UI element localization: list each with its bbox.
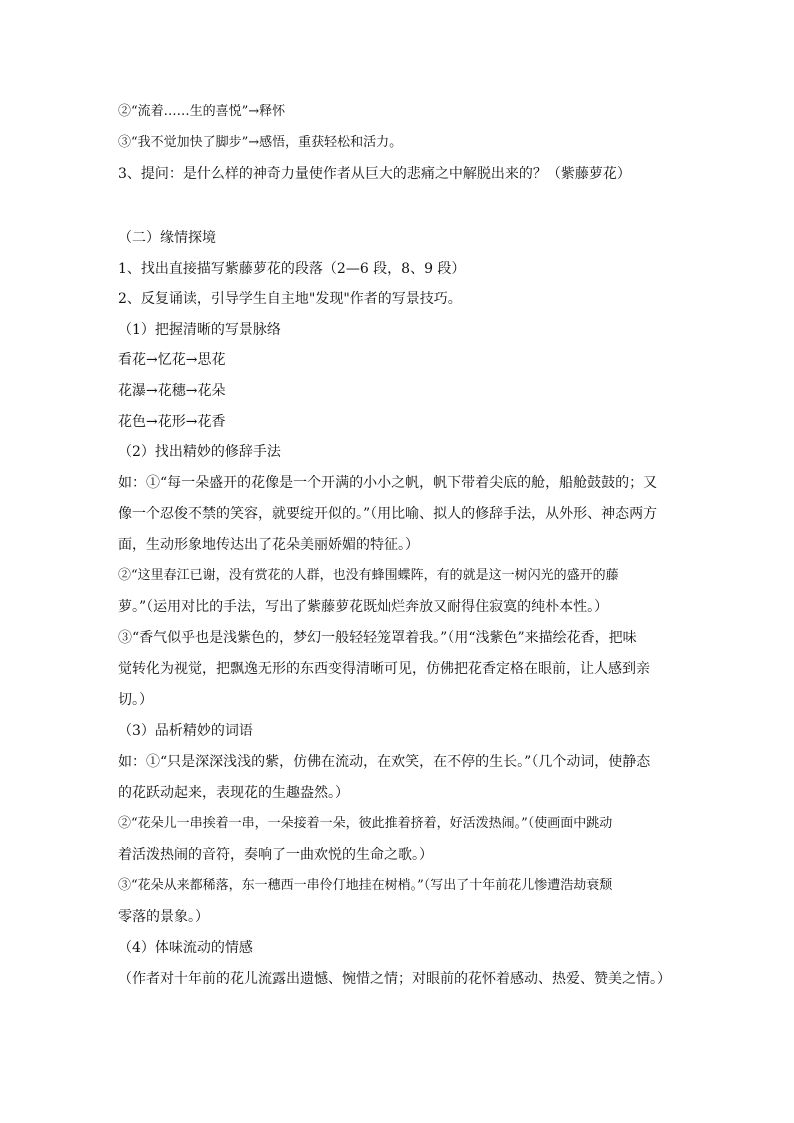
text-line: ③“香气似乎也是浅紫色的，梦幻一般轻轻笼罩着我。”（用“浅紫色”来描绘花香，把味 xyxy=(118,630,637,646)
text-line: 像一个忍俊不禁的笑容，就要绽开似的。”（用比喻、拟人的修辞手法，从外形、神态两方 xyxy=(118,506,658,522)
text-line: （3）品析精妙的词语 xyxy=(118,723,253,739)
text-line: 2、反复诵读，引导学生自主地"发现"作者的写景技巧。 xyxy=(118,291,462,307)
text-line: 的花跃动起来，表现花的生趣盎然。） xyxy=(118,785,349,801)
text-line: 花色→花形→花香 xyxy=(118,414,226,430)
text-line: 如：①“每一朵盛开的花像是一个开满的小小之帆，帆下带着尖底的舱，船舱鼓鼓的；又 xyxy=(118,475,658,491)
text-line: ③“花朵从来都稀落，东一穗西一串伶仃地挂在树梢。”（写出了十年前花儿惨遭浩劫衰颓 xyxy=(118,878,613,893)
text-line: （2）找出精妙的修辞手法 xyxy=(118,444,281,460)
text-line: 觉转化为视觉，把飘逸无形的东西变得清晰可见，仿佛把花香定格在眼前，让人感到亲 xyxy=(118,661,650,677)
text-line: （作者对十年前的花儿流露出遗憾、惋惜之情；对眼前的花怀着感动、热爱、赞美之情。） xyxy=(118,971,671,987)
text-line: 着活泼热闹的音符，奏响了一曲欢悦的生命之歌。） xyxy=(118,847,433,863)
text-line: ③“我不觉加快了脚步”→感悟，重获轻松和活力。 xyxy=(118,135,403,150)
text-line: 零落的景象。） xyxy=(118,909,209,925)
text-line: 面，生动形象地传达出了花朵美丽娇媚的特征。） xyxy=(118,537,419,553)
text-line: 如：①“只是深深浅浅的紫，仿佛在流动，在欢笑，在不停的生长。”（几个动词，使静态 xyxy=(118,754,651,770)
text-line: （1）把握清晰的写景脉络 xyxy=(118,322,281,338)
text-line: 切。） xyxy=(118,692,153,708)
text-line: 花瀑→花穗→花朵 xyxy=(118,383,226,399)
text-line: ②“这里春江已谢，没有赏花的人群，也没有蜂围蝶阵，有的就是这一树闪光的盛开的藤 xyxy=(118,568,619,583)
text-line: 3、提问：是什么样的神奇力量使作者从巨大的悲痛之中解脱出来的？（紫藤萝花） xyxy=(118,166,631,182)
text-line: ②“花朵儿一串挨着一串，一朵接着一朵，彼此推着挤着，好活泼热闹。”（使画面中跳动 xyxy=(118,816,613,831)
text-line: 1、找出直接描写紫藤萝花的段落（2—6 段，8、9 段） xyxy=(118,261,466,277)
text-line: 看花→忆花→思花 xyxy=(118,352,226,368)
text-line: 萝。”（运用对比的手法，写出了紫藤萝花既灿烂奔放又耐得住寂寞的纯朴本性。） xyxy=(118,599,609,615)
text-line: ②“流着……生的喜悦”→释怀 xyxy=(118,104,286,119)
text-line: （4）体味流动的情感 xyxy=(118,940,253,956)
section-heading: （二）缘情探境 xyxy=(118,230,216,246)
